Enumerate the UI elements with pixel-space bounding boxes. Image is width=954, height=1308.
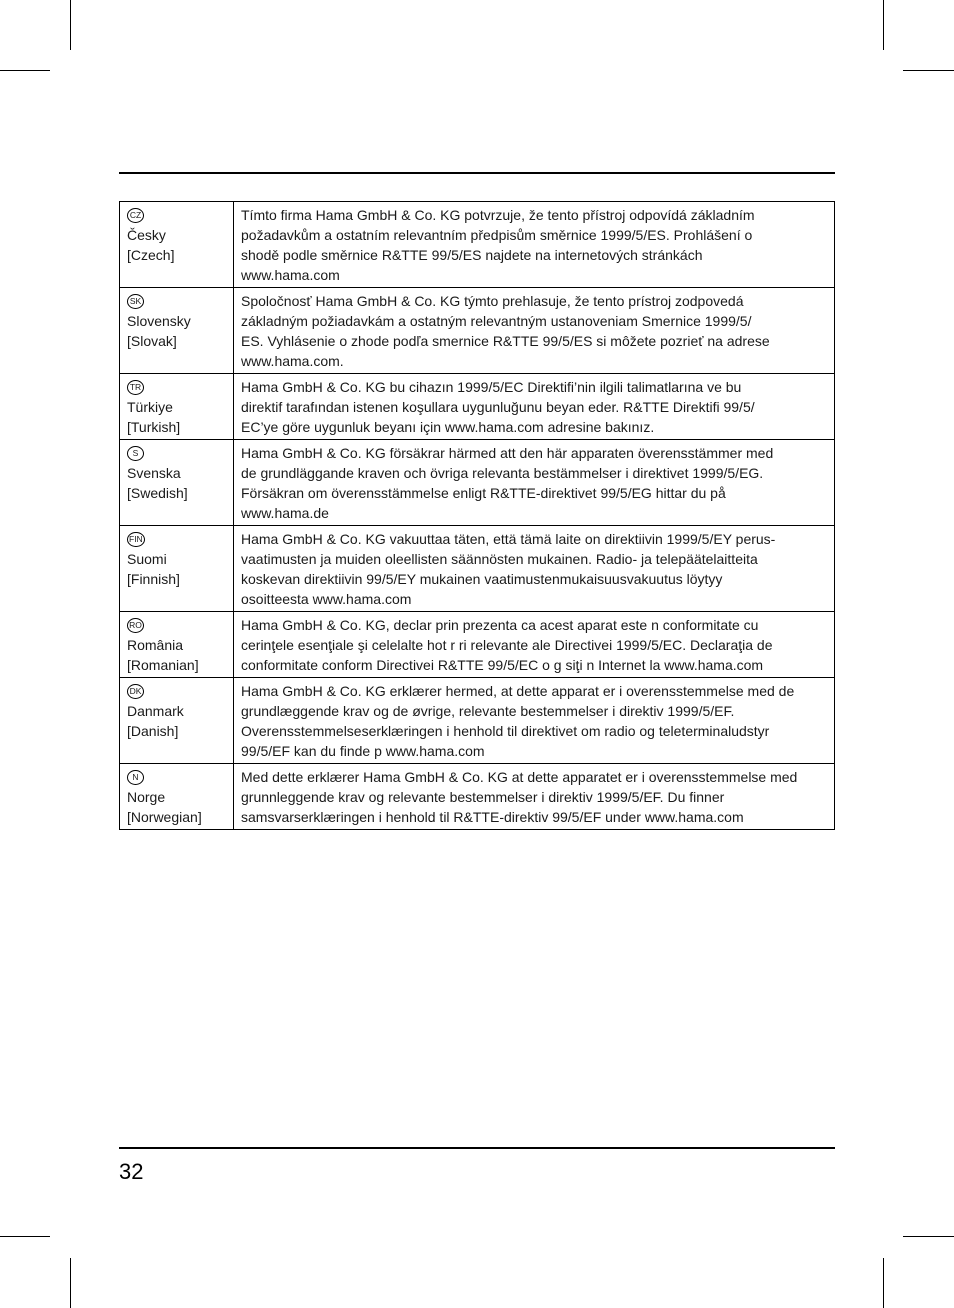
country-code-badge: TR [127, 380, 144, 395]
language-english-name: [Romanian] [127, 657, 199, 673]
footer-rule [119, 1147, 835, 1149]
crop-mark [70, 0, 71, 50]
declaration-text: Hama GmbH & Co. KG, declar prin prezenta ca acest aparat este n conformitate cu cerinţele esenţiale şi celelalte hot r ri relevante ale Directivei 1999/5/EC. Declaraţia de conformitate conform Directivei R&TTE 99/5/EC o g siţi n Internet la www.hama.com [241, 617, 773, 673]
declaration-cell [234, 440, 835, 526]
table-row [120, 374, 835, 440]
declaration-text: Hama GmbH & Co. KG vakuuttaa täten, että tämä laite on direktiivin 1999/5/EY perus- vaatimusten ja muiden oleellisten säännösten mukainen. Radio- ja telepäätelaitteita koskevan direktiivin 99/5/EY mukainen vaatimustenmukaisuusvakuutus löytyy osoitteesta www.hama.com [241, 531, 776, 607]
language-name: Norge [127, 789, 166, 805]
language-english-name: [Finnish] [127, 571, 180, 587]
language-english-name: [Slovak] [127, 333, 177, 349]
table-row [120, 678, 835, 764]
language-cell [120, 288, 234, 374]
language-english-name: [Danish] [127, 723, 179, 739]
country-code-badge: CZ [127, 208, 144, 223]
table-row [120, 202, 835, 288]
country-code-badge: DK [127, 684, 144, 699]
declaration-table [119, 201, 835, 830]
declaration-text: Med dette erklærer Hama GmbH & Co. KG at dette apparatet er i overensstemmelse med grunnleggende krav og relevante bestemmelser i direktiv 1999/5/EF. Du finner samsvarserklæringen i henhold til R&TTE-direktiv 99/5/EF under www.hama.com [241, 769, 798, 825]
declaration-text: Hama GmbH & Co. KG erklærer hermed, at dette apparat er i overensstemmelse med de grundlæggende krav og de øvrige, relevante bestemmelser i direktiv 1999/5/EF. Overensstemmelseserklæringen i henhold til direktivet om radio og teleterminaludstyr 99/5/EF kan du finde p www.hama.com [241, 683, 795, 759]
declaration-text: Hama GmbH & Co. KG bu cihazın 1999/5/EC Direktifi’nin ilgili talimatlarına ve bu direktif tarafından istenen koşullara uygunluğunu beyan eder. R&TTE Direktifi 99/5/ EC’ye göre uygunluk beyanı için www.hama.com adresine bakınız. [241, 379, 755, 435]
declaration-cell [234, 764, 835, 830]
declaration-cell [234, 288, 835, 374]
crop-mark [883, 1258, 884, 1308]
declaration-cell [234, 374, 835, 440]
crop-mark [903, 70, 954, 71]
country-code-badge: SK [127, 294, 144, 309]
declaration-cell [234, 202, 835, 288]
page-number: 32 [119, 1159, 144, 1184]
crop-mark [0, 1236, 50, 1237]
country-code-badge: RO [127, 618, 144, 633]
declaration-cell [234, 612, 835, 678]
language-name: Slovensky [127, 313, 191, 329]
language-english-name: [Czech] [127, 247, 175, 263]
country-code-badge: N [127, 770, 144, 785]
declaration-cell [234, 678, 835, 764]
language-name: Suomi [127, 551, 167, 567]
language-cell [120, 440, 234, 526]
language-cell [120, 764, 234, 830]
declaration-text: Hama GmbH & Co. KG försäkrar härmed att den här apparaten överensstämmer med de grundläggande kraven och övriga relevanta bestämmelser i direktivet 1999/5/EG. Försäkran om överensstämmelse enligt R&TTE-direktivet 99/5/EG hittar du på www.hama.de [241, 445, 774, 521]
header-rule [119, 172, 835, 174]
table-row [120, 288, 835, 374]
declaration-text: Spoločnosť Hama GmbH & Co. KG týmto prehlasuje, že tento prístroj zodpovedá základným požiadavkám a ostatným relevantným ustanoveniam Smernice 1999/5/ ES. Vyhlásenie o zhode podľa smernice R&TTE 99/5/ES si môžete pozrieť na adrese www.hama.com. [241, 293, 770, 369]
crop-mark [903, 1236, 954, 1237]
language-cell [120, 612, 234, 678]
language-english-name: [Norwegian] [127, 809, 202, 825]
table-row [120, 526, 835, 612]
crop-mark [883, 0, 884, 50]
language-name: Svenska [127, 465, 181, 481]
declaration-cell [234, 526, 835, 612]
language-cell [120, 678, 234, 764]
language-english-name: [Swedish] [127, 485, 188, 501]
language-name: Danmark [127, 703, 184, 719]
language-name: Česky [127, 227, 166, 243]
language-cell [120, 526, 234, 612]
country-code-badge: FIN [127, 532, 145, 547]
crop-mark [0, 70, 50, 71]
language-cell [120, 374, 234, 440]
language-english-name: [Turkish] [127, 419, 181, 435]
table-row [120, 440, 835, 526]
table-row [120, 612, 835, 678]
crop-mark [70, 1258, 71, 1308]
declaration-text: Tímto firma Hama GmbH & Co. KG potvrzuje, že tento přístroj odpovídá základním požadavkům a ostatním relevantním předpisům směrnice 1999/5/ES. Prohlášení o shodě podle směrnice R&TTE 99/5/ES najdete na internetových stránkách www.hama.com [241, 207, 755, 283]
declaration-table-body [120, 202, 835, 830]
language-name: Türkiye [127, 399, 173, 415]
table-row [120, 764, 835, 830]
language-cell [120, 202, 234, 288]
language-name: România [127, 637, 184, 653]
country-code-badge: S [127, 446, 144, 461]
